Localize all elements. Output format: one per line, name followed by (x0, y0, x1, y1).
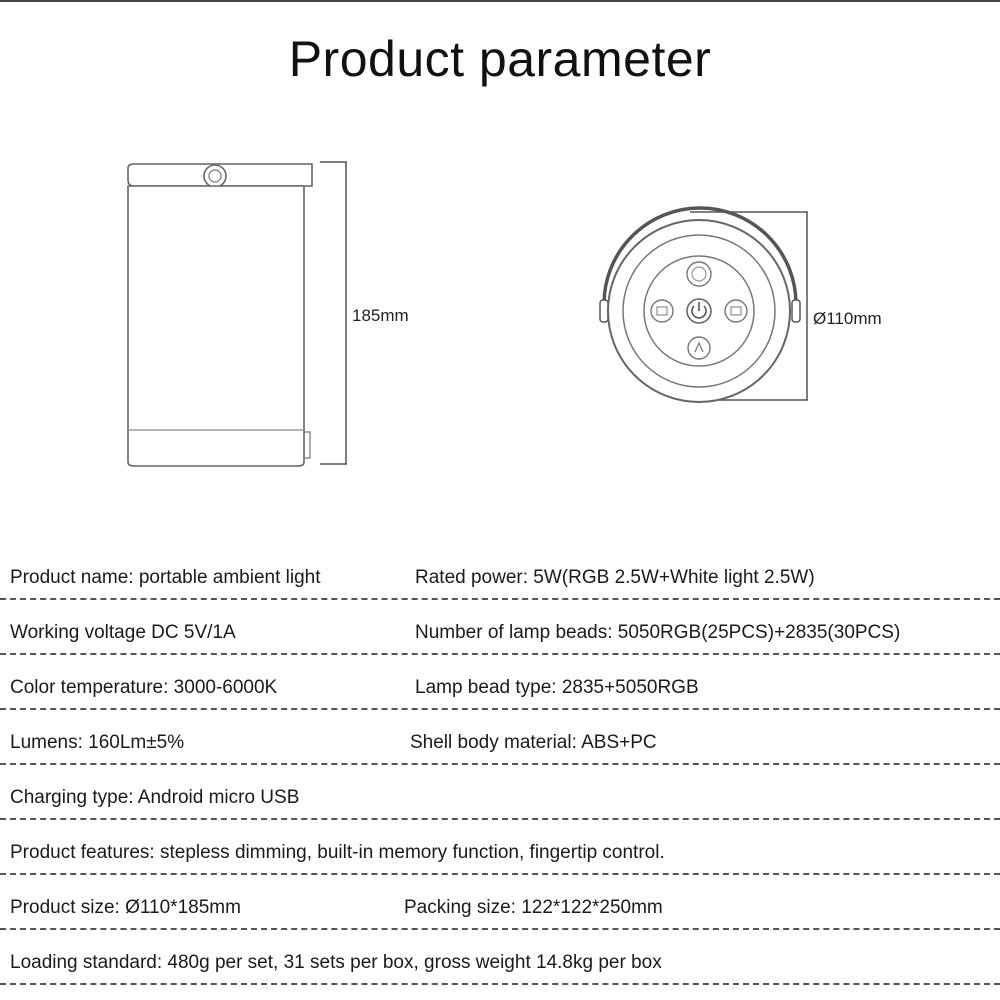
spec-row (0, 930, 1000, 985)
spec-product-features: Product features: stepless dimming, built-in memory function, fingertip control. (10, 842, 665, 863)
spec-charging-type: Charging type: Android micro USB (10, 787, 300, 808)
diameter-dimension-label: Ø110mm (813, 309, 882, 328)
spec-lumens: Lumens: 160Lm±5% (10, 732, 185, 753)
page-title: Product parameter (288, 31, 712, 87)
spec-working-voltage: Working voltage DC 5V/1A (10, 622, 236, 643)
spec-row (0, 600, 1000, 655)
spec-packing-size: Packing size: 122*122*250mm (404, 897, 663, 918)
spec-color-temperature: Color temperature: 3000-6000K (10, 677, 278, 698)
spec-row (0, 875, 1000, 930)
spec-loading-standard: Loading standard: 480g per set, 31 sets per box, gross weight 14.8kg per box (10, 952, 662, 973)
spec-row (0, 765, 1000, 820)
spec-row (0, 820, 1000, 875)
spec-lamp-beads: Number of lamp beads: 5050RGB(25PCS)+2835(30PCS) (415, 622, 901, 643)
spec-lamp-bead-type: Lamp bead type: 2835+5050RGB (415, 677, 699, 698)
spec-product-size: Product size: Ø110*185mm (10, 897, 241, 918)
spec-row (0, 655, 1000, 710)
spec-row (0, 545, 1000, 600)
spec-product-name: Product name: portable ambient light (10, 567, 321, 588)
height-dimension-label: 185mm (352, 306, 409, 325)
spec-shell-material: Shell body material: ABS+PC (410, 732, 657, 753)
spec-rated-power: Rated power: 5W(RGB 2.5W+White light 2.5W) (415, 567, 815, 588)
spec-row (0, 710, 1000, 765)
